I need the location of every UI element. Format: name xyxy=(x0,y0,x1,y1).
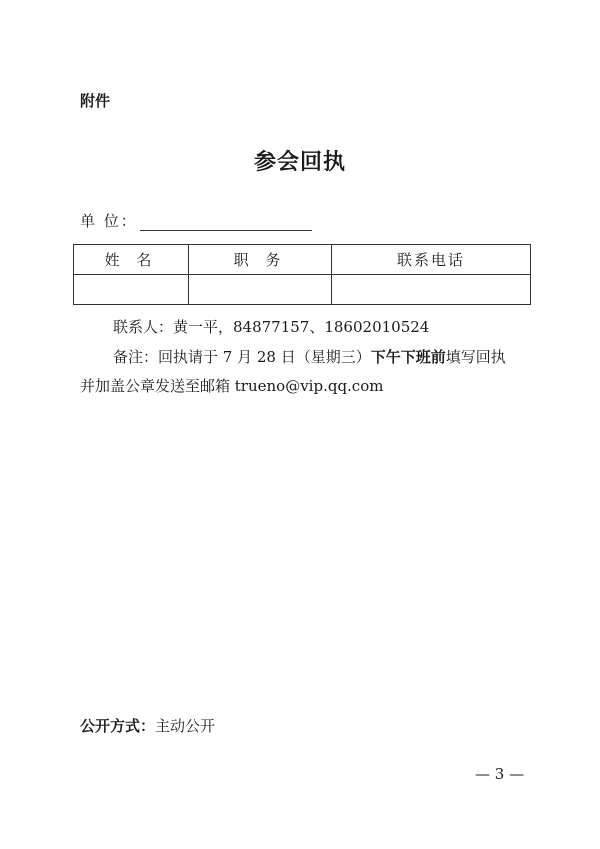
header-position: 职 务 xyxy=(189,245,332,275)
unit-field[interactable] xyxy=(140,214,312,231)
receipt-table xyxy=(73,244,531,305)
page-number: — 3 — xyxy=(475,765,525,783)
note-deadline: 下午下班前 xyxy=(370,348,446,366)
disclosure-label: 公开方式： xyxy=(80,717,156,735)
unit-label: 单 位： xyxy=(80,212,138,230)
header-phone: 联系电话 xyxy=(332,245,531,275)
note-suffix: 填写回执 xyxy=(445,348,506,366)
disclosure-line xyxy=(80,715,215,736)
cell-name[interactable] xyxy=(74,275,189,305)
disclosure-value: 主动公开 xyxy=(155,717,216,735)
attachment-label: 附件 xyxy=(80,92,111,110)
cell-position[interactable] xyxy=(189,275,332,305)
document-title: 参会回执 xyxy=(253,150,346,175)
note-line-2: 并加盖公章发送至邮箱 trueno@vip.qq.com xyxy=(80,377,384,395)
header-name: 姓 名 xyxy=(74,245,189,275)
unit-row xyxy=(80,210,312,231)
table-header-row xyxy=(74,245,531,275)
table-row xyxy=(74,275,531,305)
cell-phone[interactable] xyxy=(332,275,531,305)
note-prefix: 备注：回执请于 7 月 28 日（星期三） xyxy=(113,348,371,366)
contact-line: 联系人：黄一平，84877157、18602010524 xyxy=(113,318,430,336)
note-line-1 xyxy=(113,346,506,367)
